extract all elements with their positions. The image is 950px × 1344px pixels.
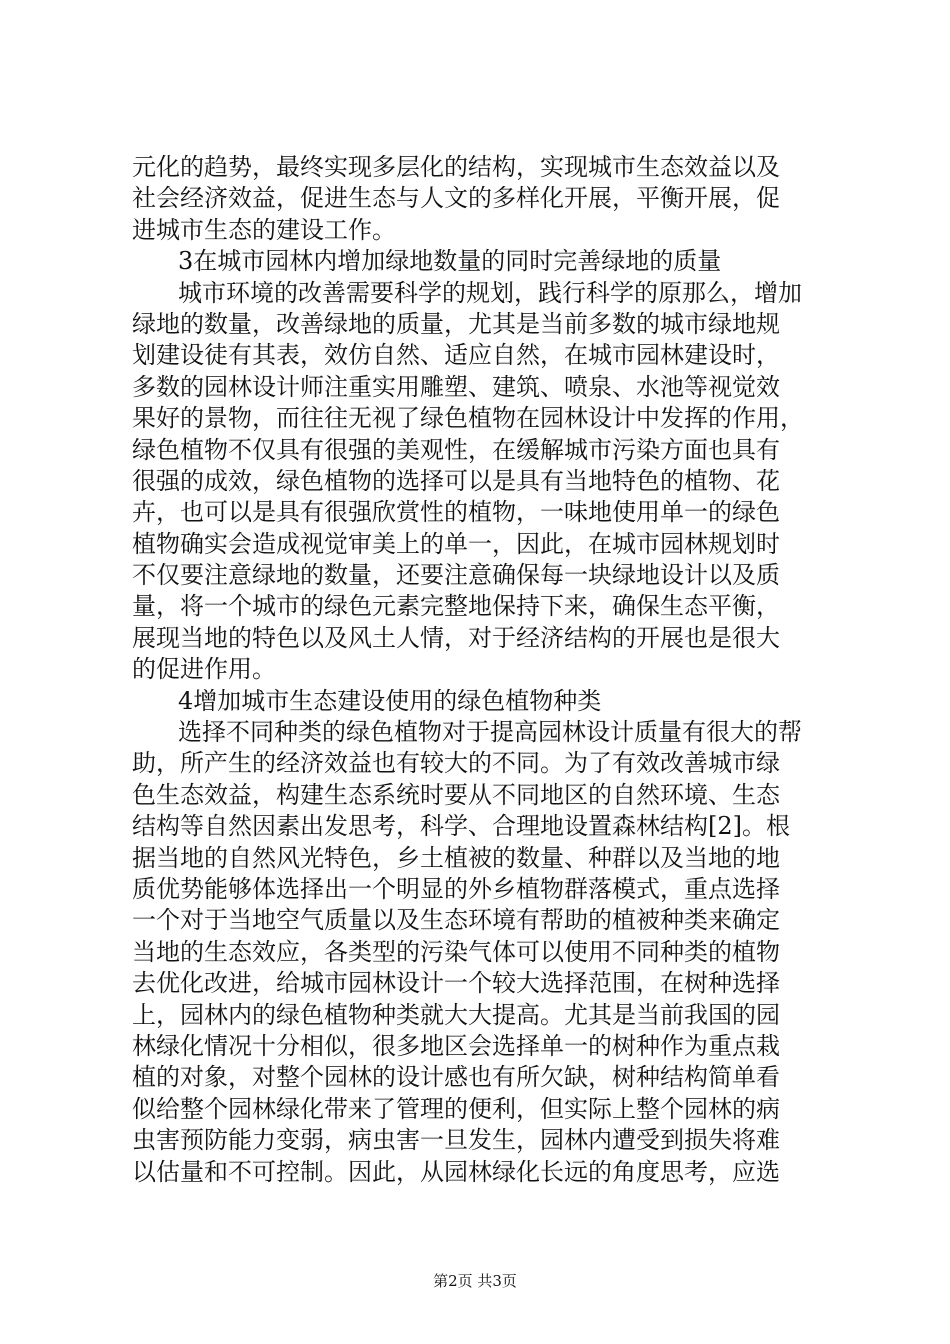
document-body — [132, 152, 822, 1188]
text-line: 选择不同种类的绿色植物对于提高园林设计质量有很大的帮 — [178, 718, 802, 747]
text-line: 果好的景物，而往往无视了绿色植物在园林设计中发挥的作用， — [132, 404, 804, 433]
text-line: 植物确实会造成视觉审美上的单一，因此，在城市园林规划时 — [132, 529, 780, 558]
text-line: 质优势能够体选择出一个明显的外乡植物群落模式，重点选择 — [132, 874, 780, 903]
text-line: 上，园林内的绿色植物种类就大大提高。尤其是当前我国的园 — [132, 1000, 780, 1029]
text-line: 划建设徒有其表，效仿自然、适应自然，在城市园林建设时， — [132, 341, 780, 370]
text-line: 进城市生态的建设工作。 — [132, 215, 396, 244]
text-line: 植的对象，对整个园林的设计感也有所欠缺，树种结构简单看 — [132, 1063, 780, 1092]
text-line: 的促进作用。 — [132, 655, 276, 684]
text-line: 量，将一个城市的绿色元素完整地保持下来，确保生态平衡， — [132, 592, 780, 621]
text-line: 4增加城市生态建设使用的绿色植物种类 — [178, 686, 602, 715]
text-line: 绿色植物不仅具有很强的美观性，在缓解城市污染方面也具有 — [132, 435, 780, 464]
text-line: 很强的成效，绿色植物的选择可以是具有当地特色的植物、花 — [132, 466, 780, 495]
text-line: 城市环境的改善需要科学的规划，践行科学的原那么，增加 — [178, 278, 802, 307]
text-line: 多数的园林设计师注重实用雕塑、建筑、喷泉、水池等视觉效 — [132, 372, 780, 401]
text-line: 不仅要注意绿地的数量，还要注意确保每一块绿地设计以及质 — [132, 561, 780, 590]
text-line: 去优化改进，给城市园林设计一个较大选择范围，在树种选择 — [132, 969, 780, 998]
text-line: 一个对于当地空气质量以及生态环境有帮助的植被种类来确定 — [132, 906, 780, 935]
text-line: 社会经济效益，促进生态与人文的多样化开展，平衡开展，促 — [132, 184, 780, 213]
text-line: 3在城市园林内增加绿地数量的同时完善绿地的质量 — [178, 247, 722, 276]
text-line: 元化的趋势，最终实现多层化的结构，实现城市生态效益以及 — [132, 153, 780, 181]
text-line: 展现当地的特色以及风土人情，对于经济结构的开展也是很大 — [132, 623, 780, 652]
text-line: 林绿化情况十分相似，很多地区会选择单一的树种作为重点栽 — [132, 1031, 780, 1060]
text-line: 虫害预防能力变弱，病虫害一旦发生，园林内遭受到损失将难 — [132, 1126, 780, 1155]
text-line: 助，所产生的经济效益也有较大的不同。为了有效改善城市绿 — [132, 749, 780, 778]
text-line: 当地的生态效应，各类型的污染气体可以使用不同种类的植物 — [132, 937, 780, 966]
text-line: 卉，也可以是具有很强欣赏性的植物，一味地使用单一的绿色 — [132, 498, 780, 527]
page-footer: 第2页 共3页 — [433, 1272, 517, 1290]
text-line: 以估量和不可控制。因此，从园林绿化长远的角度思考，应选 — [132, 1157, 780, 1186]
text-line: 似给整个园林绿化带来了管理的便利，但实际上整个园林的病 — [132, 1094, 780, 1123]
text-line: 据当地的自然风光特色，乡土植被的数量、种群以及当地的地 — [132, 843, 780, 872]
text-line: 绿地的数量，改善绿地的质量，尤其是当前多数的城市绿地规 — [132, 309, 780, 338]
text-line: 色生态效益，构建生态系统时要从不同地区的自然环境、生态 — [132, 780, 780, 809]
text-line: 结构等自然因素出发思考，科学、合理地设置森林结构[2]。根 — [132, 812, 790, 841]
